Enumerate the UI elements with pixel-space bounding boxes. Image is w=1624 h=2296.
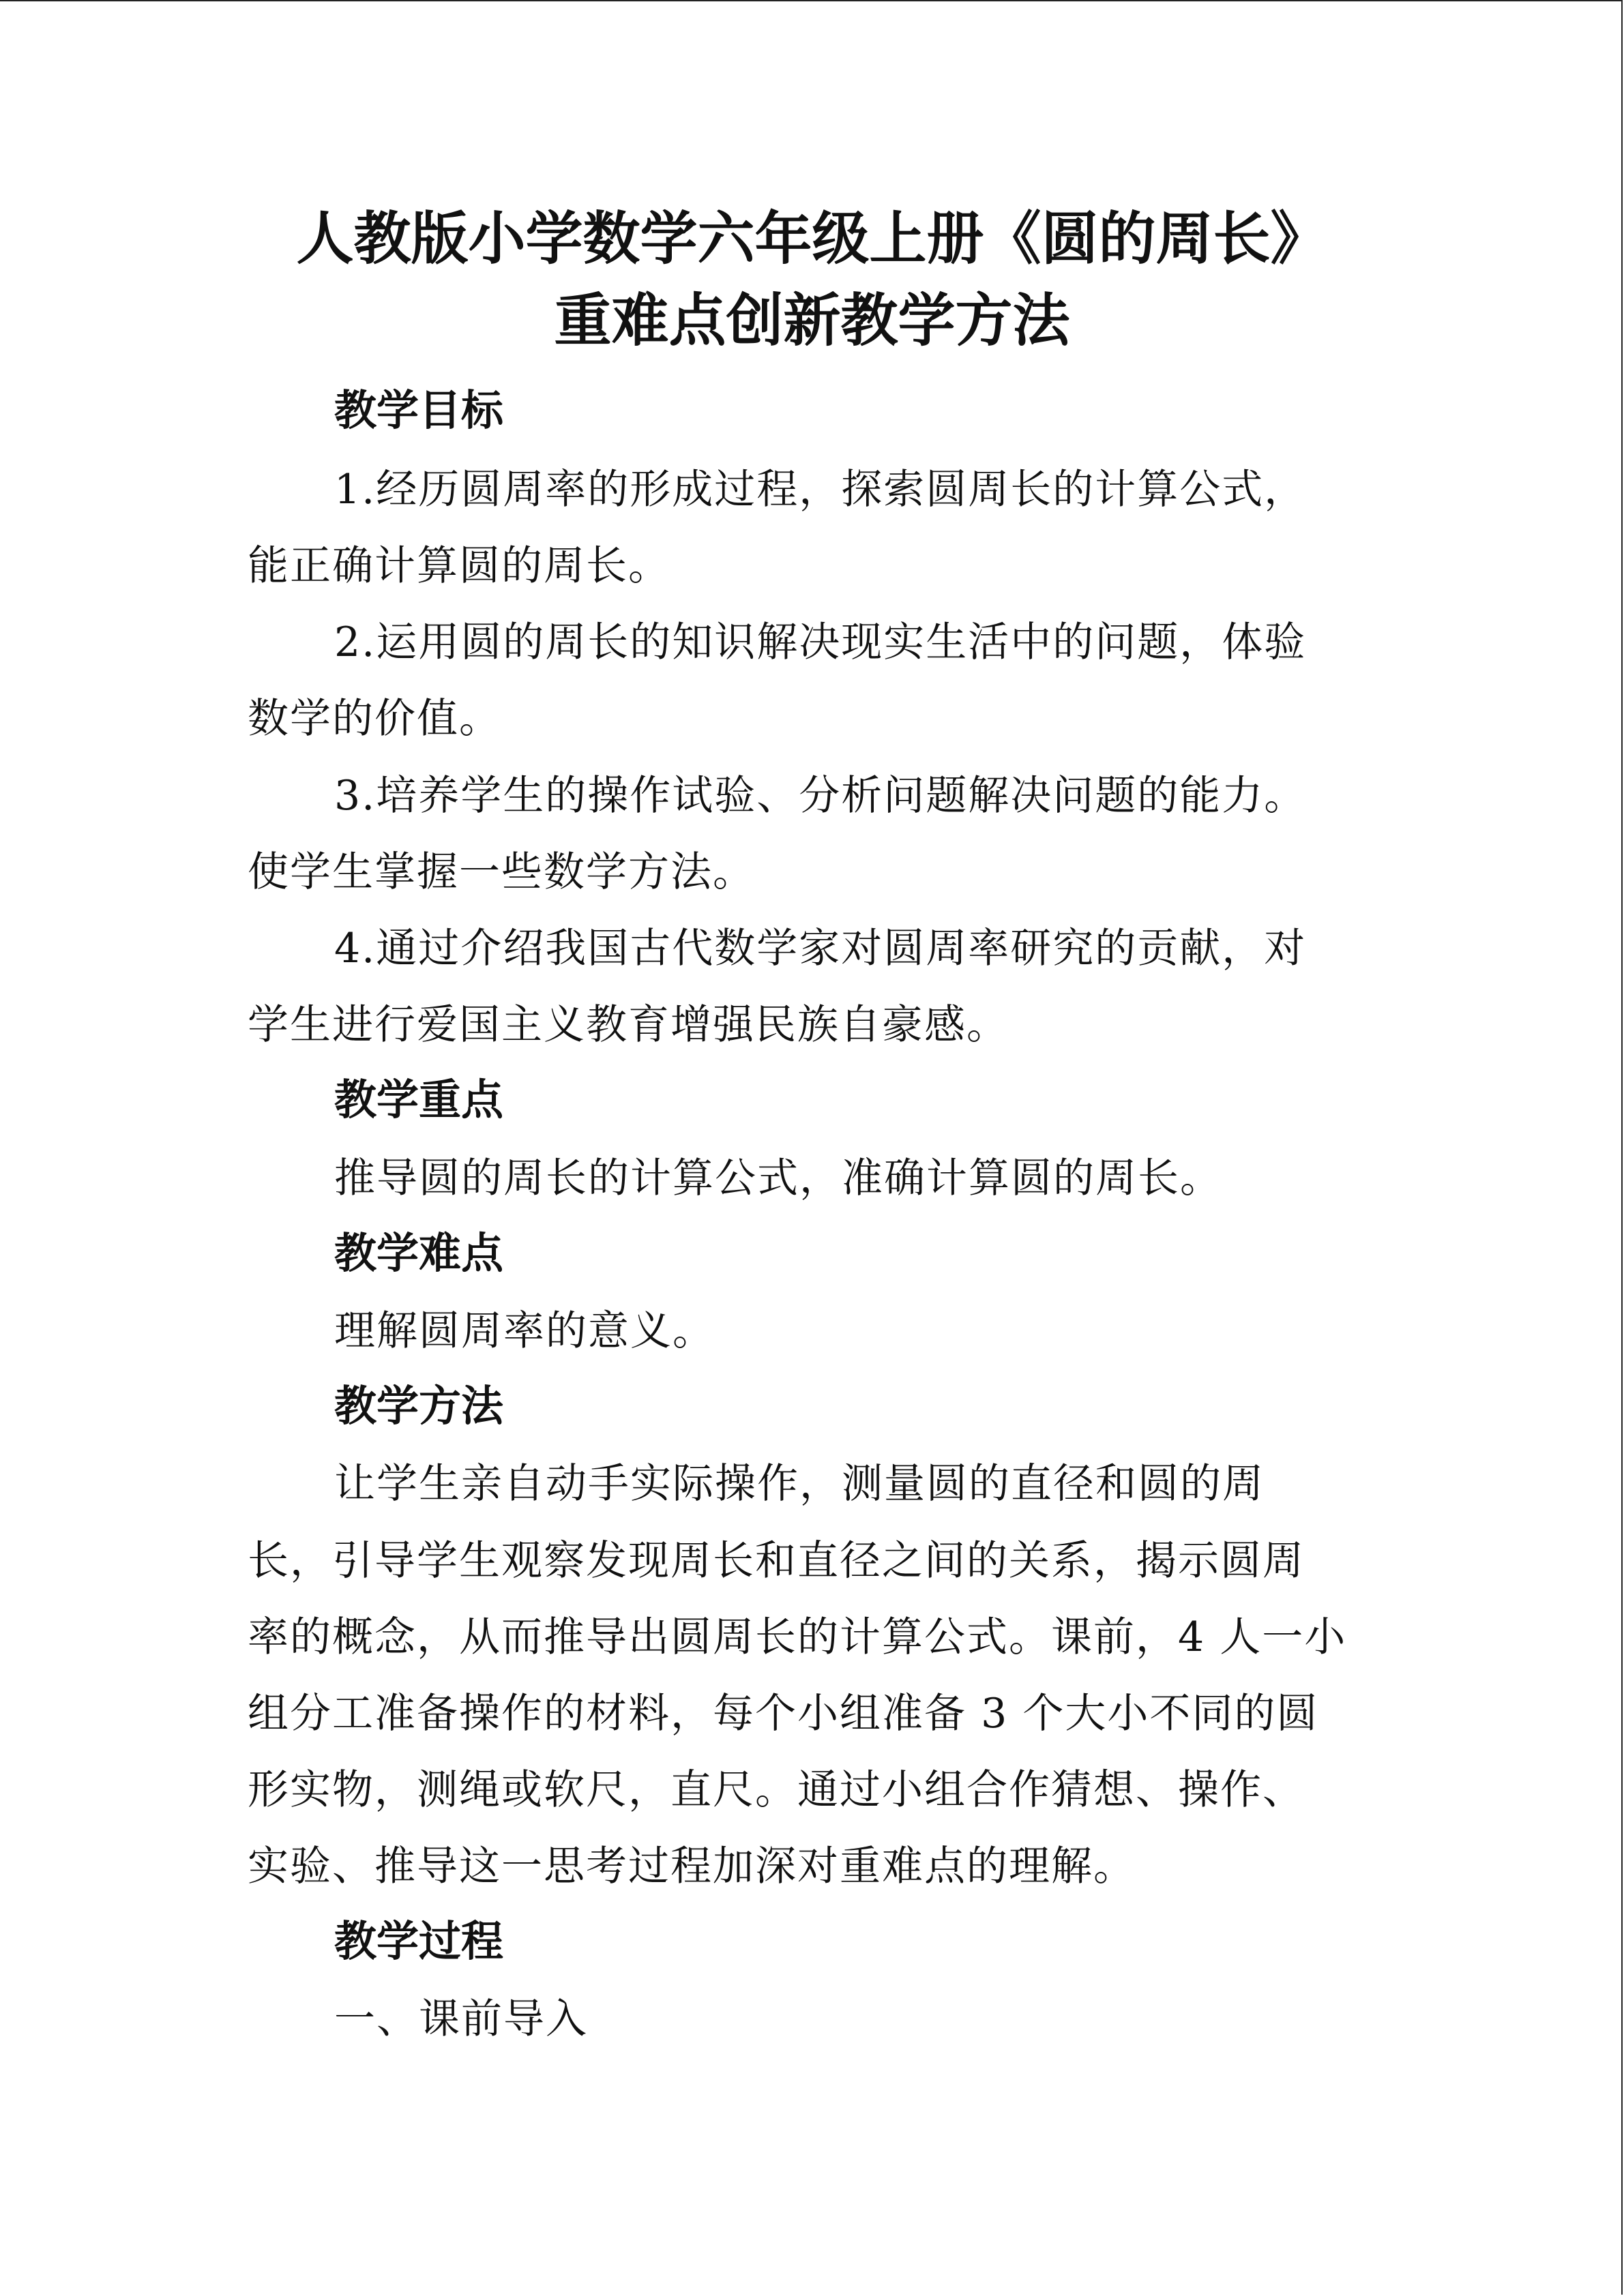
method-line-2: 长，引导学生观察发现周长和直径之间的关系，揭示圆周 <box>248 1537 1305 1585</box>
heading-process: 教学过程 <box>334 1916 504 1966</box>
key-point-text: 推导圆的周长的计算公式，准确计算圆的周长。 <box>334 1154 1222 1202</box>
objective-1-line-2: 能正确计算圆的周长。 <box>248 542 670 590</box>
objective-3-line-1: 3.培养学生的操作试验、分析问题解决问题的能力。 <box>334 772 1307 820</box>
method-line-6: 实验、推导这一思考过程加深对重难点的理解。 <box>248 1843 1136 1890</box>
heading-method: 教学方法 <box>334 1381 504 1431</box>
method-line-5: 形实物，测绳或软尺，直尺。通过小组合作猜想、操作、 <box>248 1766 1305 1814</box>
objective-2-line-1: 2.运用圆的周长的知识解决现实生活中的问题，体验 <box>334 618 1307 666</box>
process-step-1: 一、课前导入 <box>334 1995 588 2043</box>
method-line-1: 让学生亲自动手实际操作，测量圆的直径和圆的周 <box>334 1460 1265 1508</box>
method-line-3: 率的概念，从而推导出圆周长的计算公式。课前，4 人一小 <box>248 1613 1347 1661</box>
objective-1-line-1: 1.经历圆周率的形成过程，探索圆周长的计算公式， <box>334 466 1307 513</box>
document-title-line-2: 重难点创新教学方法 <box>554 287 1070 354</box>
heading-key-point: 教学重点 <box>334 1075 504 1124</box>
objective-2-line-2: 数学的价值。 <box>248 695 501 743</box>
document-title-line-1: 人教版小学数学六年级上册《圆的周长》 <box>296 205 1328 272</box>
objective-4-line-2: 学生进行爱国主义教育增强民族自豪感。 <box>248 1001 1009 1049</box>
heading-difficulty: 教学难点 <box>334 1228 504 1278</box>
heading-objectives: 教学目标 <box>334 385 504 435</box>
objective-4-line-1: 4.通过介绍我国古代数学家对圆周率研究的贡献，对 <box>334 925 1307 972</box>
method-line-4: 组分工准备操作的材料，每个小组准备 3 个大小不同的圆 <box>248 1690 1319 1738</box>
objective-3-line-2: 使学生掌握一些数学方法。 <box>248 848 755 896</box>
difficulty-text: 理解圆周率的意义。 <box>334 1307 715 1355</box>
